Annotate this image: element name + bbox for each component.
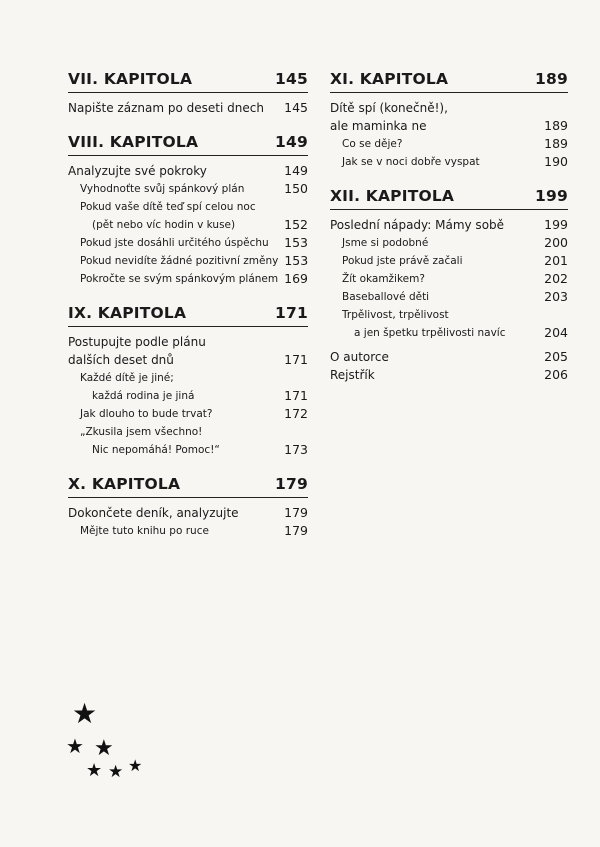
- toc-entry: [330, 366, 568, 384]
- toc-entry: [68, 351, 308, 369]
- toc-entry: [330, 306, 568, 324]
- entry-title: Pokud jste dosáhli určitého úspěchu: [80, 237, 269, 249]
- entry-title: Vyhodnoťte svůj spánkový plán: [80, 183, 245, 195]
- toc-entry: [68, 333, 308, 351]
- toc-entry: [68, 216, 308, 234]
- entry-page-number: 153: [284, 253, 309, 268]
- entry-title: Rejstřík: [330, 368, 375, 382]
- entry-page-number: 179: [284, 523, 308, 538]
- entry-title: Poslední nápady: Mámy sobě: [330, 218, 505, 232]
- entry-page-number: 171: [284, 352, 308, 367]
- chapter-title: VIII. KAPITOLA: [68, 133, 199, 151]
- entry-page-number: 201: [544, 253, 568, 268]
- toc-entry: [68, 234, 308, 252]
- entry-title: Každé dítě je jiné;: [80, 372, 174, 384]
- entry-title: ale maminka ne: [330, 119, 427, 133]
- chapter-heading: [68, 475, 308, 498]
- entry-page-number: 200: [544, 235, 568, 250]
- chapter-page-number: 171: [275, 304, 308, 322]
- entry-title: „Zkusila jsem všechno!: [80, 426, 203, 438]
- toc-entry: [68, 252, 308, 270]
- chapter-section: [330, 187, 568, 384]
- entry-title: Postupujte podle plánu: [68, 335, 206, 349]
- chapter-page-number: 199: [535, 187, 568, 205]
- entry-title: Pokud nevidíte žádné pozitivní změny: [80, 255, 279, 267]
- chapter-section: [68, 133, 308, 288]
- entry-title: Mějte tuto knihu po ruce: [80, 525, 209, 537]
- chapter-title: X. KAPITOLA: [68, 475, 181, 493]
- entry-page-number: 153: [284, 235, 308, 250]
- entry-page-number: 204: [544, 325, 568, 340]
- entry-title: Dítě spí (konečně!),: [330, 101, 448, 115]
- entry-title: Žít okamžikem?: [342, 273, 425, 285]
- toc-entry: [68, 441, 308, 459]
- entry-title: Pokročte se svým spánkovým plánem: [80, 273, 279, 285]
- toc-entry: [68, 387, 308, 405]
- chapter-page-number: 189: [535, 70, 568, 88]
- toc-entry: [68, 270, 308, 288]
- toc-entry: [68, 504, 308, 522]
- star-icon: ★: [94, 736, 114, 761]
- toc-entry: [68, 99, 308, 117]
- toc-entry: [330, 288, 568, 306]
- toc-entry: [330, 99, 568, 117]
- entry-title: O autorce: [330, 350, 389, 364]
- toc-entry: [68, 162, 308, 180]
- entry-page-number: 179: [284, 505, 308, 520]
- entry-title: Jak se v noci dobře vyspat: [342, 156, 480, 168]
- entry-title: dalších deset dnů: [68, 353, 174, 367]
- toc-entry: [330, 153, 568, 171]
- toc-entry: [330, 135, 568, 153]
- entry-title: každá rodina je jiná: [92, 390, 195, 402]
- toc-entry: [330, 216, 568, 234]
- entry-title: Analyzujte své pokroky: [68, 164, 207, 178]
- star-icon: ★: [86, 760, 103, 781]
- entry-title: Dokončete deník, analyzujte: [68, 506, 239, 520]
- entry-page-number: 202: [544, 271, 568, 286]
- chapter-page-number: 145: [275, 70, 308, 88]
- toc-entry: [330, 234, 568, 252]
- chapter-heading: [330, 187, 568, 210]
- chapter-title: XI. KAPITOLA: [330, 70, 449, 88]
- entry-page-number: 150: [284, 181, 308, 196]
- entry-title: Pokud vaše dítě teď spí celou noc: [80, 201, 256, 213]
- entry-page-number: 189: [544, 136, 568, 151]
- entry-page-number: 173: [284, 442, 308, 457]
- entry-page-number: 169: [284, 271, 308, 286]
- entry-title: Jsme si podobné: [342, 237, 429, 249]
- entry-page-number: 203: [544, 289, 568, 304]
- chapter-heading: [330, 70, 568, 93]
- chapter-section: [68, 304, 308, 459]
- toc-entry: [330, 117, 568, 135]
- toc-entry: [68, 369, 308, 387]
- chapter-heading: [68, 70, 308, 93]
- star-icon: ★: [108, 762, 124, 782]
- entry-page-number: 189: [544, 118, 568, 133]
- entry-page-number: 149: [284, 163, 308, 178]
- toc-entry: [330, 270, 568, 288]
- toc-entry: [68, 423, 308, 441]
- entry-page-number: 172: [284, 406, 308, 421]
- chapter-title: VII. KAPITOLA: [68, 70, 193, 88]
- chapter-section: [68, 70, 308, 117]
- entry-title: a jen špetku trpělivosti navíc: [354, 327, 506, 339]
- entry-title: Trpělivost, trpělivost: [342, 309, 449, 321]
- entry-page-number: 205: [544, 349, 568, 364]
- chapter-heading: [68, 304, 308, 327]
- toc-entry: [330, 324, 568, 342]
- entry-title: Pokud jste právě začali: [342, 255, 463, 267]
- toc-entry: [68, 522, 308, 540]
- toc-entry: [68, 198, 308, 216]
- chapter-title: XII. KAPITOLA: [330, 187, 455, 205]
- star-icon: ★: [128, 756, 143, 775]
- toc-entry: [68, 405, 308, 423]
- chapter-section: [68, 475, 308, 540]
- entry-page-number: 171: [284, 388, 308, 403]
- chapter-section: [330, 70, 568, 171]
- star-icon: ★: [72, 697, 98, 730]
- entry-title: (pět nebo víc hodin v kuse): [92, 219, 236, 231]
- star-icon: ★: [66, 734, 84, 758]
- stars-cluster-icon: [66, 697, 156, 790]
- entry-title: Jak dlouho to bude trvat?: [80, 408, 213, 420]
- entry-page-number: 152: [284, 217, 308, 232]
- toc-entry: [330, 348, 568, 366]
- chapter-title: IX. KAPITOLA: [68, 304, 187, 322]
- toc-left-column: [68, 70, 308, 556]
- entry-title: Co se děje?: [342, 138, 403, 150]
- entry-page-number: 199: [544, 217, 568, 232]
- entry-title: Baseballové děti: [342, 291, 430, 303]
- entry-page-number: 190: [544, 154, 568, 169]
- toc-entry: [330, 252, 568, 270]
- entry-title: Nic nepomáhá! Pomoc!“: [92, 444, 220, 456]
- toc-right-column: [330, 70, 568, 400]
- chapter-heading: [68, 133, 308, 156]
- entry-page-number: 145: [284, 100, 308, 115]
- chapter-page-number: 149: [275, 133, 308, 151]
- entry-title: Napište záznam po deseti dnech: [68, 101, 264, 115]
- chapter-page-number: 179: [275, 475, 308, 493]
- entry-page-number: 206: [544, 367, 568, 382]
- toc-entry: [68, 180, 308, 198]
